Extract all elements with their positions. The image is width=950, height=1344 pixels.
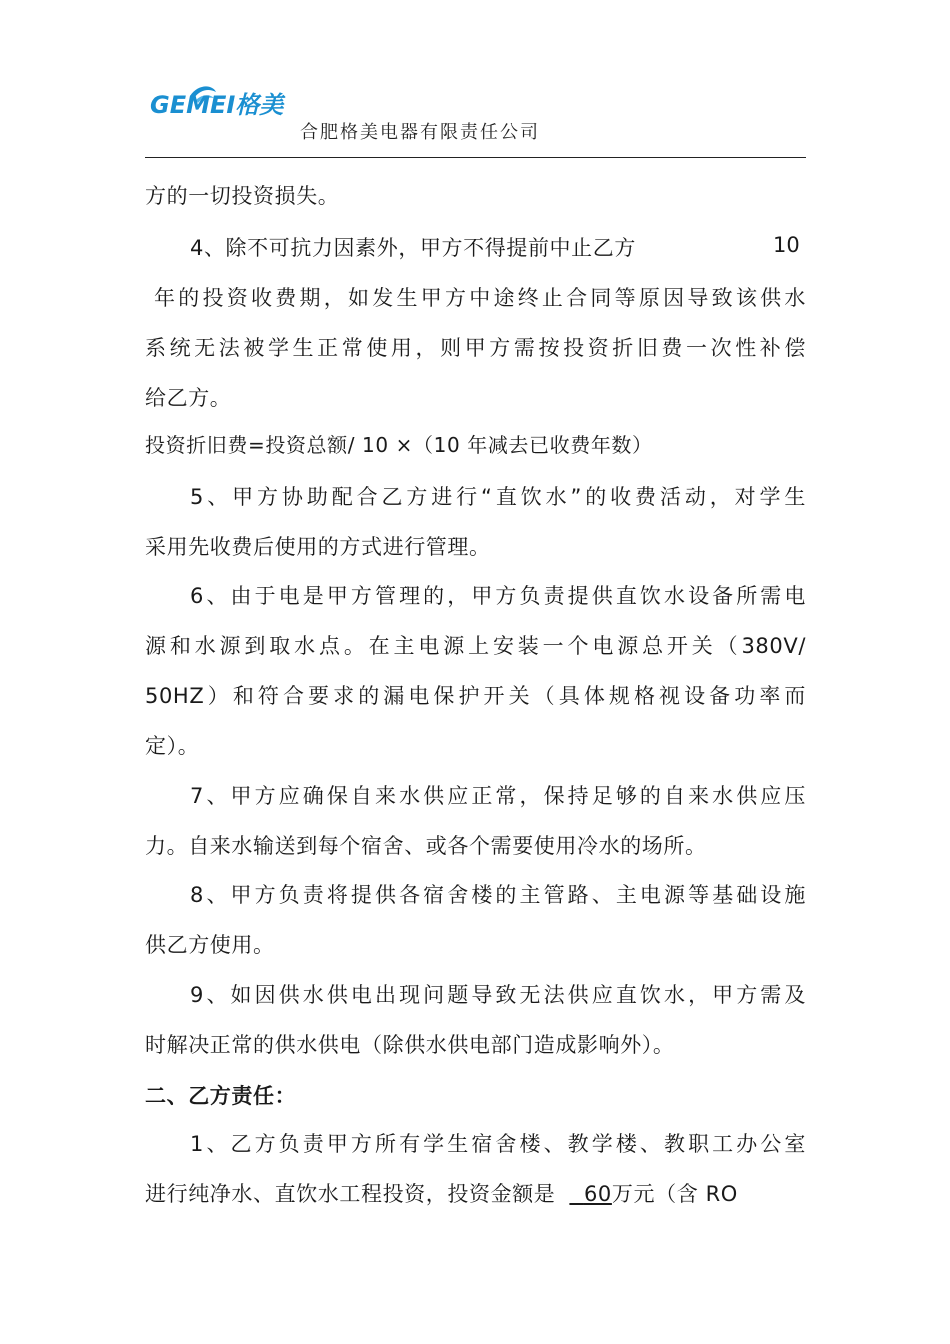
paragraph-line: 采用先收费后使用的方式进行管理。 — [145, 535, 491, 559]
paragraph-line: 6、由于电是甲方管理的，甲方负责提供直饮水设备所需电 — [190, 584, 806, 608]
paragraph-line — [145, 1179, 806, 1209]
paragraph-line: 8、甲方负责将提供各宿舍楼的主管路、主电源等基础设施 — [190, 883, 806, 907]
paragraph-line: 50HZ）和符合要求的漏电保护开关（具体规格视设备功率而 — [145, 684, 806, 708]
header-divider — [145, 157, 806, 158]
investment-amount — [569, 1182, 611, 1206]
section-heading: 二、乙方责任： — [145, 1084, 297, 1108]
paragraph-line — [154, 283, 806, 313]
paragraph-line: 7、甲方应确保自来水供应正常，保持足够的自来水供应压 — [190, 784, 806, 808]
paragraph-line: 系统无法被学生正常使用，则甲方需按投资折旧费一次性补偿 — [145, 336, 806, 360]
line-text: 年的投资收费期，如发生甲方中途终止合同等原因导致该供水 — [154, 286, 806, 310]
paragraph-line: 定）。 — [145, 734, 200, 758]
company-name: 合肥格美电器有限责任公司 — [300, 122, 540, 143]
paragraph-number: 10 — [773, 233, 800, 257]
line-text: 进行纯净水、直饮水工程投资，投资金额是 — [145, 1182, 556, 1206]
investment-amount-value: 60 — [583, 1182, 612, 1206]
paragraph-line: 给乙方。 — [145, 386, 232, 410]
line-text: 万元（含 RO — [611, 1182, 738, 1206]
logo-text: GEMEI格美 — [150, 91, 284, 119]
formula-line: 投资折旧费=投资总额/ 10 ×（10 年减去已收费年数） — [145, 433, 653, 457]
gemei-logo — [150, 82, 312, 122]
paragraph-line: 方的一切投资损失。 — [145, 184, 340, 208]
paragraph-line: 1、乙方负责甲方所有学生宿舍楼、教学楼、教职工办公室 — [190, 1132, 806, 1156]
paragraph-line: 9、如因供水供电出现问题导致无法供应直饮水，甲方需及 — [190, 983, 806, 1007]
paragraph-line: 4、除不可抗力因素外，甲方不得提前中止乙方 — [190, 236, 636, 260]
paragraph-line: 时解决正常的供水供电（除供水供电部门造成影响外）。 — [145, 1033, 675, 1057]
paragraph-line: 源和水源到取水点。在主电源上安装一个电源总开关（380V/ — [145, 634, 806, 658]
paragraph-line: 5、甲方协助配合乙方进行“直饮水”的收费活动，对学生 — [190, 485, 806, 509]
paragraph-line: 供乙方使用。 — [145, 933, 275, 957]
paragraph-line: 力。自来水输送到每个宿舍、或各个需要使用冷水的场所。 — [145, 834, 707, 858]
